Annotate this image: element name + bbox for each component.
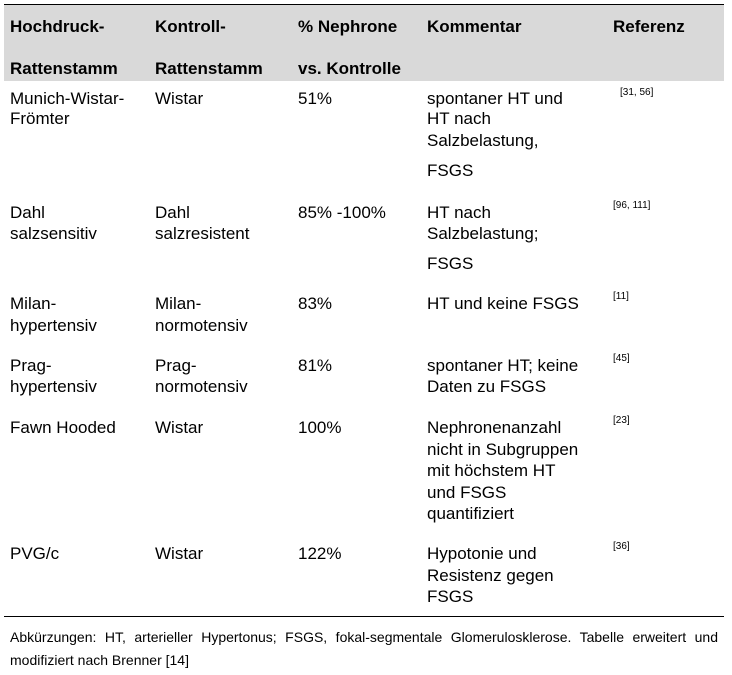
cell-kommentar: nicht in Subgruppen [427,440,579,459]
cell-kontroll: Prag- [155,356,197,375]
cell-kommentar: Hypotonie und [427,544,537,563]
cell-nephrone: 122% [298,544,342,563]
cell-referenz: [45] [613,353,630,364]
cell-nephrone: 83% [298,294,333,313]
cell-nephrone: 81% [298,356,333,375]
cell-hochdruck: hypertensiv [10,377,97,396]
cell-kommentar: spontaner HT und [427,89,563,108]
cell-hochdruck: hypertensiv [10,316,97,335]
cell-kommentar: HT nach [427,203,491,222]
header-nephrone-line2: vs. Kontrolle [298,59,401,78]
cell-kommentar: Salzbelastung; [427,224,539,243]
cell-kommentar: FSGS [427,254,474,273]
cell-hochdruck: Frömter [10,109,70,128]
cell-kontroll: Milan- [155,294,202,313]
cell-kommentar: HT und keine FSGS [427,294,579,313]
cell-hochdruck: Fawn Hooded [10,418,116,437]
cell-kommentar: quantifiziert [427,504,514,523]
header-referenz: Referenz [613,17,685,36]
cell-hochdruck: Prag- [10,356,52,375]
cell-kommentar: HT nach [427,109,491,128]
cell-nephrone: 100% [298,418,342,437]
cell-kommentar: Nephronenanzahl [427,418,562,437]
cell-kommentar: und FSGS [427,483,507,502]
cell-kommentar: Salzbelastung, [427,131,539,150]
cell-hochdruck: Dahl [10,203,45,222]
cell-referenz: [23] [613,415,630,426]
cell-referenz: [96, 111] [613,200,651,211]
cell-hochdruck: salzsensitiv [10,224,97,243]
table-footnote: Abkürzungen: HT, arterieller Hypertonus; FSGS, fokal-segmentale Glomerulosklerose. Tabelle erweitert und modifiziert nach Brenner [14] [10,629,718,668]
cell-kommentar: FSGS [427,587,474,606]
header-nephrone-line1: % Nephrone [298,17,398,36]
cell-hochdruck: Munich-Wistar- [10,89,125,108]
cell-referenz: [11] [613,291,629,302]
cell-referenz: [31, 56] [620,87,654,98]
cell-kontroll: Wistar [155,89,204,108]
header-hochdruck-line1: Hochdruck- [10,17,105,36]
cell-hochdruck: Milan- [10,294,57,313]
table-top-rule [4,4,724,5]
cell-kontroll: salzresistent [155,224,250,243]
cell-referenz: [36] [613,541,630,552]
cell-nephrone: 51% [298,89,333,108]
cell-nephrone: 85% -100% [298,203,386,222]
header-kontroll-line2: Rattenstamm [155,59,263,78]
cell-kontroll: normotensiv [155,377,248,396]
cell-kommentar: mit höchstem HT [427,461,556,480]
cell-kommentar: Daten zu FSGS [427,377,547,396]
header-kontroll-line1: Kontroll- [155,17,226,36]
header-kommentar: Kommentar [427,17,522,36]
table-bottom-rule [4,616,724,617]
cell-kontroll: normotensiv [155,316,248,335]
cell-kontroll: Dahl [155,203,190,222]
header-hochdruck-line2: Rattenstamm [10,59,118,78]
cell-kommentar: FSGS [427,161,474,180]
cell-kontroll: Wistar [155,544,204,563]
cell-hochdruck: PVG/c [10,544,60,563]
cell-kommentar: Resistenz gegen [427,566,554,585]
cell-kontroll: Wistar [155,418,204,437]
cell-kommentar: spontaner HT; keine [427,356,579,375]
